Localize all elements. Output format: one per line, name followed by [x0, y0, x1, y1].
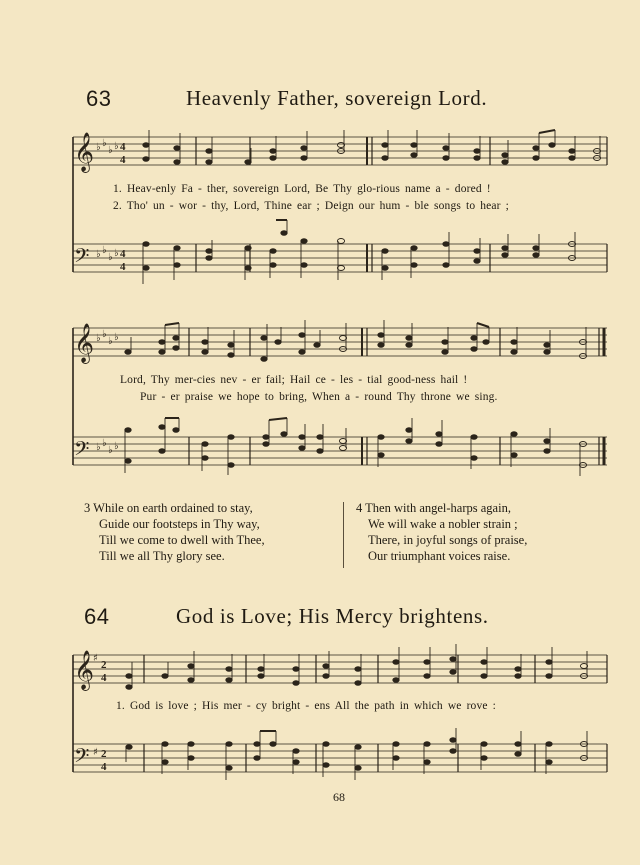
- svg-text:♭: ♭: [102, 329, 107, 340]
- svg-text:4: 4: [101, 761, 107, 773]
- bass-clef-icon: 𝄢: [74, 244, 90, 272]
- sharp-icon: ♯: [93, 747, 98, 758]
- treble-staff-lines: [73, 655, 607, 683]
- verse-line: 4 Then with angel-harps again,: [356, 501, 511, 515]
- svg-text:4: 4: [101, 672, 107, 684]
- svg-text:♭: ♭: [102, 438, 107, 449]
- verse-number: 3: [84, 501, 91, 515]
- svg-text:4: 4: [120, 248, 126, 260]
- svg-text:♭: ♭: [96, 442, 101, 453]
- lyric-line-verse-2: 2. Tho' un - wor - thy, Lord, Thine ear ; Deign our hum - ble songs to hear ;: [113, 200, 510, 212]
- verse-line: Till we come to dwell with Thee,: [99, 533, 265, 547]
- svg-text:4: 4: [120, 141, 126, 153]
- svg-text:♭: ♭: [96, 333, 101, 344]
- barlines: [73, 655, 607, 772]
- svg-text:4: 4: [120, 154, 126, 166]
- verse-number: 4: [356, 501, 363, 515]
- hymn-number: 63: [86, 86, 112, 111]
- verse-line: There, in joyful songs of praise,: [368, 533, 528, 547]
- bass-clef-icon: 𝄢: [74, 744, 90, 772]
- sharp-icon: ♯: [93, 653, 98, 664]
- svg-text:♭: ♭: [114, 141, 119, 152]
- verse-line: 3 While on earth ordained to stay,: [84, 501, 253, 515]
- bass-clef-icon: 𝄢: [74, 437, 90, 465]
- verse-line: We will wake a nobler strain ;: [368, 517, 518, 531]
- svg-text:♭: ♭: [108, 252, 113, 263]
- svg-text:♭: ♭: [108, 145, 113, 156]
- svg-text:♭: ♭: [102, 138, 107, 149]
- svg-text:♭: ♭: [108, 445, 113, 456]
- svg-text:♭: ♭: [114, 248, 119, 259]
- hymn-title: God is Love; His Mercy brightens.: [176, 604, 489, 628]
- svg-text:2: 2: [101, 659, 107, 671]
- lyric-line-verse-1: 1. God is love ; His mer - cy bright - ens All the path in which we rove :: [116, 700, 496, 712]
- hymn-title: Heavenly Father, sovereign Lord.: [186, 86, 488, 110]
- svg-text:4: 4: [120, 261, 126, 273]
- svg-text:♭: ♭: [114, 441, 119, 452]
- clefs-and-signatures: [74, 650, 107, 773]
- page-number: 68: [333, 790, 345, 804]
- svg-text:♭: ♭: [108, 336, 113, 347]
- verse-line: Our triumphant voices raise.: [368, 549, 511, 563]
- svg-text:♭: ♭: [114, 332, 119, 343]
- treble-clef-icon: 𝄞: [74, 650, 95, 690]
- treble-clef-icon: 𝄞: [74, 323, 95, 363]
- treble-clef-icon: 𝄞: [74, 132, 95, 172]
- hymn-number: 64: [84, 604, 110, 629]
- lyric-line-verse-1: 1. Heav-enly Fa - ther, sovereign Lord, Be Thy glo-rious name a - dored !: [113, 183, 491, 195]
- svg-text:♭: ♭: [96, 142, 101, 153]
- lyric-line-verse-2: Pur - er praise we hope to bring, When a - round Thy throne we sing.: [140, 391, 498, 403]
- svg-text:♭: ♭: [96, 249, 101, 260]
- svg-text:2: 2: [101, 748, 107, 760]
- lyric-line-verse-1: Lord, Thy mer-cies nev - er fail; Hail ce - les - tial good-ness hail !: [120, 374, 468, 386]
- verse-line: Guide our footsteps in Thy way,: [99, 517, 260, 531]
- svg-text:♭: ♭: [102, 245, 107, 256]
- verse-line: Till we all Thy glory see.: [99, 549, 225, 563]
- bass-staff-lines: [73, 744, 607, 772]
- notes: [126, 644, 588, 780]
